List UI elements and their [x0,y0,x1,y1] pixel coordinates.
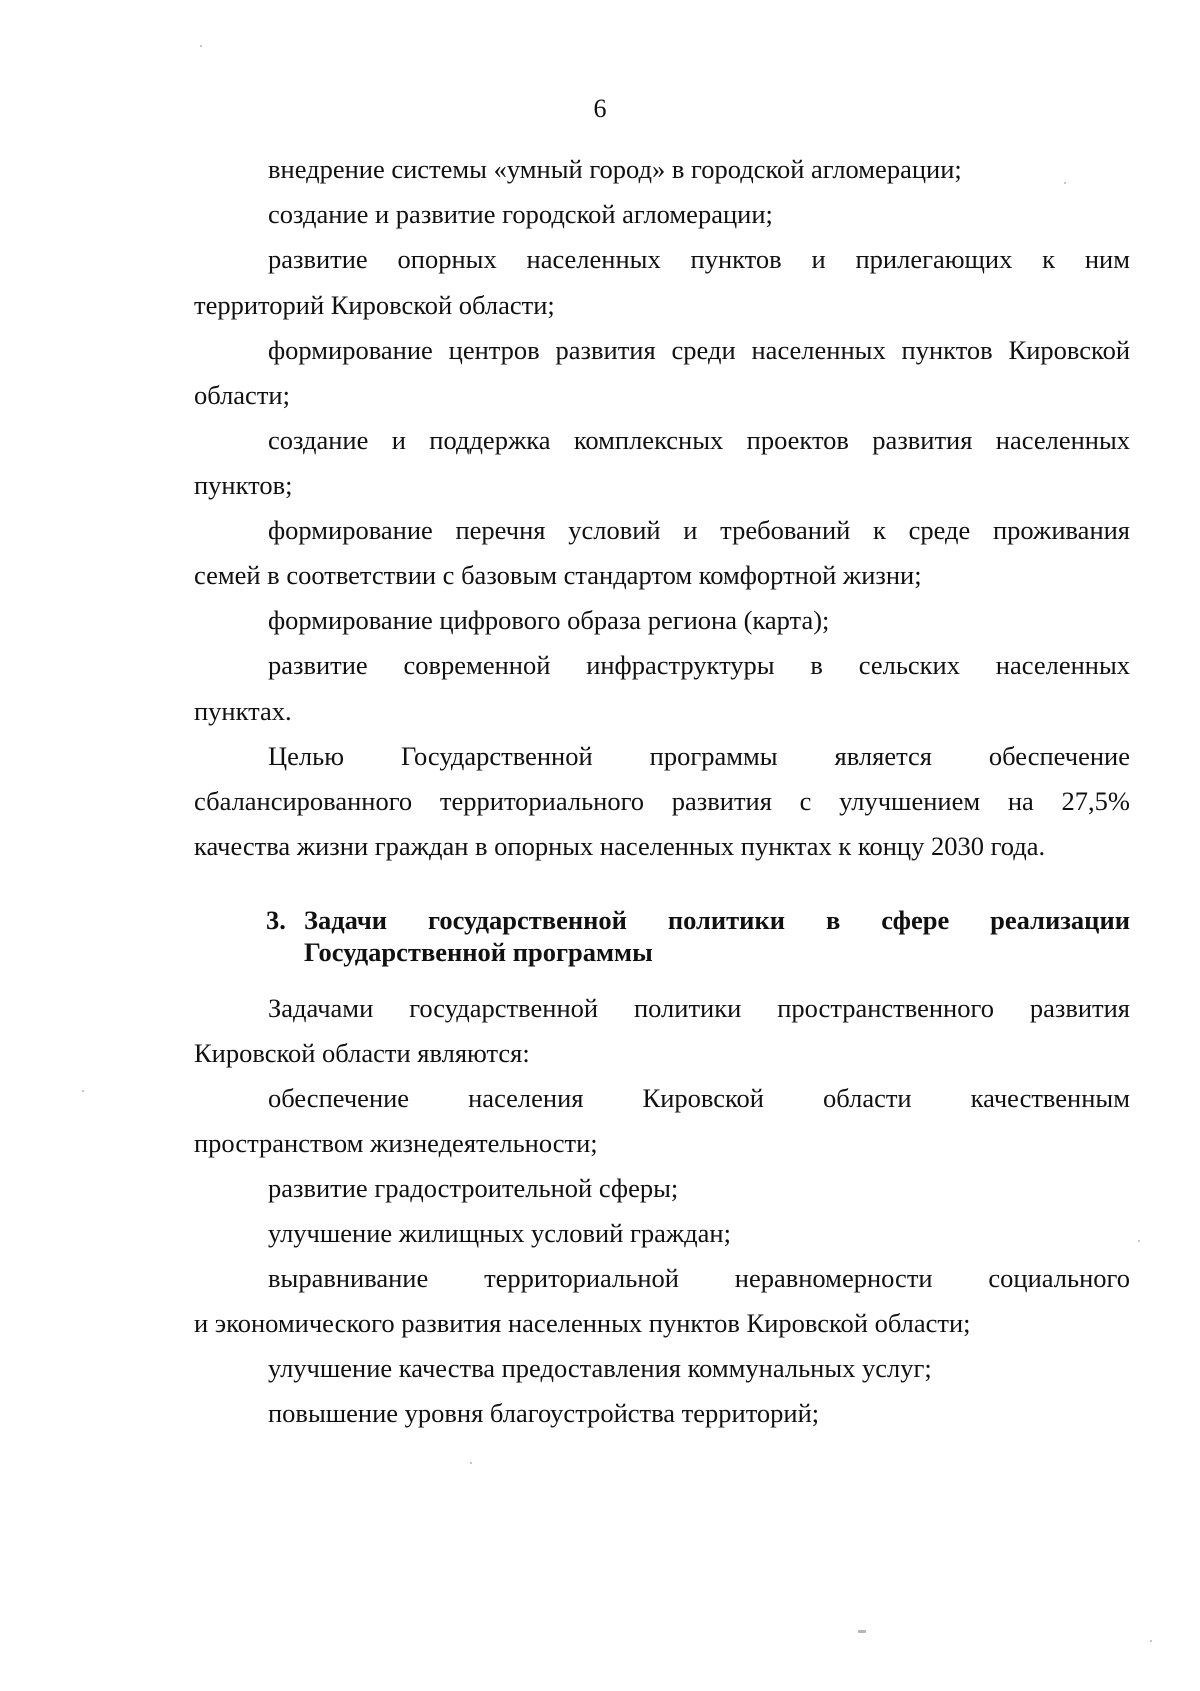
paragraph-line: сбалансированного территориального развития с улучшением на 27,5% [194,786,1130,816]
paragraph-line: улучшение качества предоставления коммунальных услуг; [268,1353,932,1383]
paragraph-line: области; [194,380,290,410]
paragraph-line: развитие опорных населенных пунктов и прилегающих к ним [268,244,1130,274]
paragraph-line: развитие современной инфраструктуры в сельских населенных [268,650,1130,680]
paragraph-line: семей в соответствии с базовым стандартом комфортной жизни; [194,560,922,590]
paragraph-line: Целью Государственной программы является обеспечение [268,741,1130,771]
paragraph-line: и экономического развития населенных пунктов Кировской области; [194,1308,971,1338]
scan-speck [858,1630,866,1633]
paragraph-line: выравнивание территориальной неравномерности социального [268,1263,1130,1293]
paragraph-line: создание и развитие городской агломерации; [268,199,773,229]
paragraph-line: улучшение жилищных условий граждан; [268,1218,731,1248]
paragraph-line: повышение уровня благоустройства территорий; [268,1398,820,1428]
section-heading-continuation: Государственной программы [304,937,653,967]
scan-speck [82,1090,84,1092]
paragraph-line: развитие градостроительной сферы; [268,1173,679,1203]
paragraph-line: внедрение системы «умный город» в городской агломерации; [268,154,962,184]
paragraph-line: создание и поддержка комплексных проектов развития населенных [268,425,1130,455]
paragraph-line: Задачами государственной политики пространственного развития [268,993,1130,1023]
section-heading-number: 3. [266,905,286,935]
scan-speck [470,1462,472,1464]
paragraph-line: формирование перечня условий и требований к среде проживания [268,515,1130,545]
paragraph-line: Кировской области являются: [194,1038,530,1068]
scan-speck [1150,1640,1152,1642]
section-heading: Задачи государственной политики в сфере реализации [304,905,1130,935]
paragraph-line: обеспечение населения Кировской области качественным [268,1083,1130,1113]
paragraph-line: формирование центров развития среди населенных пунктов Кировской [268,335,1130,365]
scan-speck [1138,1240,1140,1242]
paragraph-line: формирование цифрового образа региона (карта); [268,605,830,635]
paragraph-line: пространством жизнедеятельности; [194,1128,598,1158]
scan-speck [200,45,202,47]
paragraph-line: пунктов; [194,470,293,500]
paragraph-line: качества жизни граждан в опорных населенных пунктах к концу 2030 года. [194,831,1046,861]
paragraph-line: пунктах. [194,696,292,726]
scan-speck [1064,182,1066,184]
page-number: 6 [593,94,607,123]
paragraph-line: территорий Кировской области; [194,290,555,320]
